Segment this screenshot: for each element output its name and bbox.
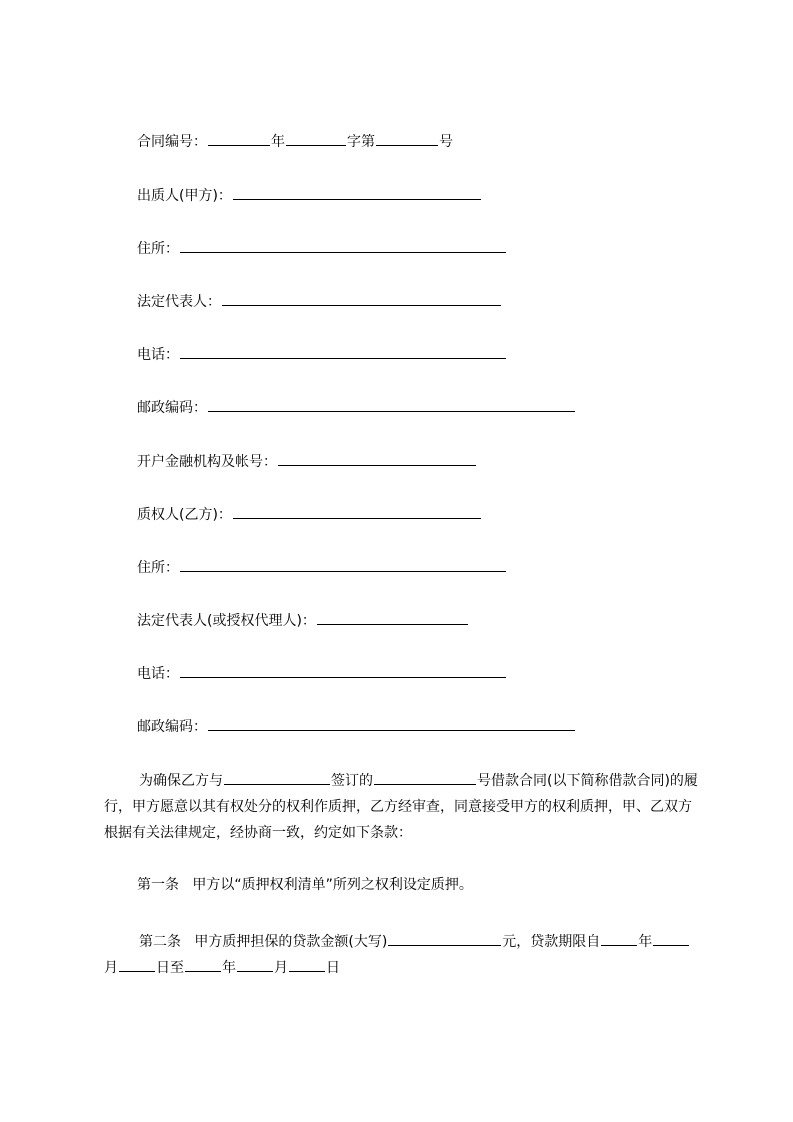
article-2-text-2: 元，贷款期限自	[502, 934, 601, 950]
contract-seq-blank[interactable]	[376, 131, 438, 146]
end-month-label: 月	[274, 960, 288, 976]
preamble-party-blank[interactable]	[224, 770, 330, 785]
pledgor-bank-blank[interactable]	[278, 451, 476, 466]
end-day-label: 日	[326, 960, 340, 976]
pledgee-blank[interactable]	[233, 504, 481, 519]
start-month-blank[interactable]	[653, 931, 689, 946]
contract-word-blank[interactable]	[286, 131, 346, 146]
pledgee-row	[137, 504, 482, 525]
start-year-blank[interactable]	[601, 931, 637, 946]
pledgor-address-label: 住所：	[137, 241, 179, 257]
pledgor-postcode-label: 邮政编码：	[137, 400, 207, 416]
pledgee-rep-label: 法定代表人(或授权代理人)：	[137, 613, 316, 629]
pledgee-postcode-label: 邮政编码：	[137, 719, 207, 735]
contract-seq-label: 号	[439, 134, 453, 150]
article-1	[137, 875, 473, 895]
pledgor-rep-blank[interactable]	[222, 291, 501, 306]
preamble-text-3: 号借款合同(以下简称借款合同)的履行，甲方愿意以其有权处分的权利作质押，乙方经审查，同意接受甲方的权利质押，甲、乙双方根据有关法律规定，经协商一致，约定如下条款：	[104, 773, 698, 841]
preamble-text-1: 为确保乙方与	[139, 773, 223, 789]
pledgee-rep-row	[137, 610, 469, 631]
end-year-label: 年	[222, 960, 236, 976]
pledgor-bank-label: 开户金融机构及帐号：	[137, 454, 277, 470]
start-day-label: 日至	[156, 960, 184, 976]
article-2	[104, 929, 702, 981]
pledgee-address-row	[137, 557, 507, 578]
contract-number-row	[137, 131, 453, 152]
start-year-label: 年	[638, 934, 653, 950]
pledgor-rep-row	[137, 291, 502, 312]
pledgee-phone-label: 电话：	[137, 666, 179, 682]
pledgor-address-blank[interactable]	[180, 238, 506, 253]
start-day-blank[interactable]	[119, 957, 155, 972]
contract-year-blank[interactable]	[208, 131, 270, 146]
pledgor-postcode-row	[137, 397, 576, 418]
pledgor-phone-label: 电话：	[137, 347, 179, 363]
pledgor-postcode-blank[interactable]	[208, 397, 575, 412]
pledgor-phone-blank[interactable]	[180, 344, 506, 359]
pledgor-phone-row	[137, 344, 507, 365]
pledgee-rep-blank[interactable]	[317, 610, 468, 625]
pledgee-postcode-row	[137, 716, 576, 737]
pledgor-address-row	[137, 238, 507, 259]
contract-number-label: 合同编号：	[137, 134, 207, 150]
end-day-blank[interactable]	[289, 957, 325, 972]
contract-word-label: 字第	[347, 134, 375, 150]
article-2-text-1: 甲方质押担保的贷款金额(大写)	[194, 934, 388, 950]
start-month-label: 月	[104, 960, 118, 976]
preamble-text-2: 签订的	[331, 773, 373, 789]
article-1-text: 甲方以“质押权利清单”所列之权利设定质押。	[192, 877, 473, 893]
loan-amount-blank[interactable]	[388, 931, 501, 946]
pledgee-label: 质权人(乙方)：	[137, 507, 232, 523]
article-1-number: 第一条	[137, 877, 179, 893]
pledgee-phone-row	[137, 663, 507, 684]
preamble-paragraph	[104, 768, 702, 846]
article-2-number: 第二条	[139, 934, 181, 950]
pledgor-row	[137, 185, 482, 206]
pledgee-address-label: 住所：	[137, 560, 179, 576]
pledgor-rep-label: 法定代表人：	[137, 294, 221, 310]
preamble-contract-no-blank[interactable]	[374, 770, 476, 785]
pledgee-address-blank[interactable]	[180, 557, 506, 572]
pledgor-blank[interactable]	[233, 185, 481, 200]
end-year-blank[interactable]	[185, 957, 221, 972]
pledgee-postcode-blank[interactable]	[208, 716, 575, 731]
pledgor-label: 出质人(甲方)：	[137, 188, 232, 204]
end-month-blank[interactable]	[237, 957, 273, 972]
contract-year-label: 年	[271, 134, 285, 150]
pledgor-bank-row	[137, 451, 477, 472]
pledgee-phone-blank[interactable]	[180, 663, 506, 678]
